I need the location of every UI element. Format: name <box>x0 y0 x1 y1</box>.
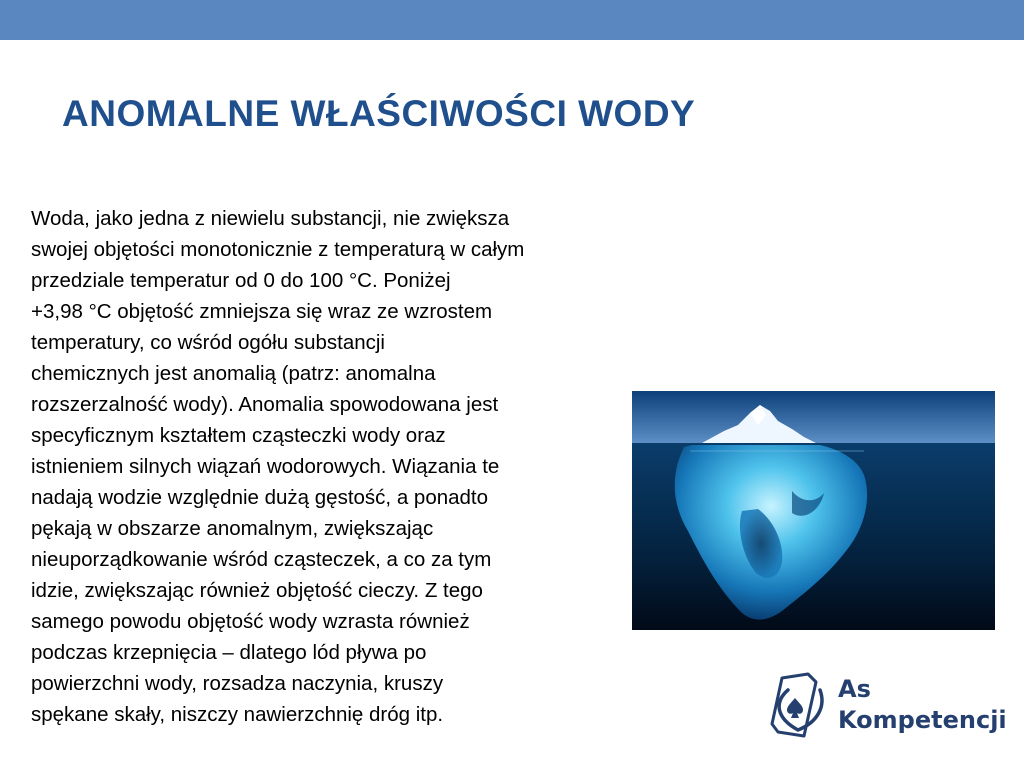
slide-title: ANOMALNE WŁAŚCIWOŚCI WODY <box>62 93 696 134</box>
body-line: swojej objętości monotonicznie z temperaturą w całym <box>31 238 525 261</box>
body-line: samego powodu objętość wody wzrasta również <box>31 610 470 633</box>
body-line: Woda, jako jedna z niewielu substancji, nie zwiększa <box>31 207 510 230</box>
body-line: specyficznym kształtem cząsteczki wody oraz <box>31 424 446 447</box>
body-line: +3,98 °C objętość zmniejsza się wraz ze wzrostem <box>31 300 493 323</box>
body-line: idzie, zwiększając również objętość cieczy. Z tego <box>31 579 483 602</box>
iceberg-image <box>632 391 995 630</box>
body-line: przedziale temperatur od 0 do 100 °C. Poniżej <box>31 269 451 292</box>
top-accent-bar <box>0 0 1024 40</box>
body-line: powierzchni wody, rozsadza naczynia, kruszy <box>31 672 444 695</box>
slide-body-text <box>31 203 656 730</box>
body-line: podczas krzepnięcia – dlatego lód pływa po <box>31 641 427 664</box>
body-line: chemicznych jest anomalią (patrz: anomalna <box>31 362 436 385</box>
body-line: nieuporządkowanie wśród cząsteczek, a co za tym <box>31 548 492 571</box>
logo-text-line2: Kompetencji <box>838 706 1007 734</box>
body-line: istnieniem silnych wiązań wodorowych. Wiązania te <box>31 455 500 478</box>
logo-text-line1: As <box>838 675 871 703</box>
body-line: nadają wodzie względnie dużą gęstość, a ponadto <box>31 486 489 509</box>
as-kompetencji-logo <box>768 672 1007 744</box>
body-line: temperatury, co wśród ogółu substancji <box>31 331 385 354</box>
body-line: pękają w obszarze anomalnym, zwiększając <box>31 517 434 540</box>
body-line: rozszerzalność wody). Anomalia spowodowana jest <box>31 393 499 416</box>
body-line: spękane skały, niszczy nawierzchnię dróg itp. <box>31 703 444 726</box>
spade-card-icon <box>768 672 832 742</box>
